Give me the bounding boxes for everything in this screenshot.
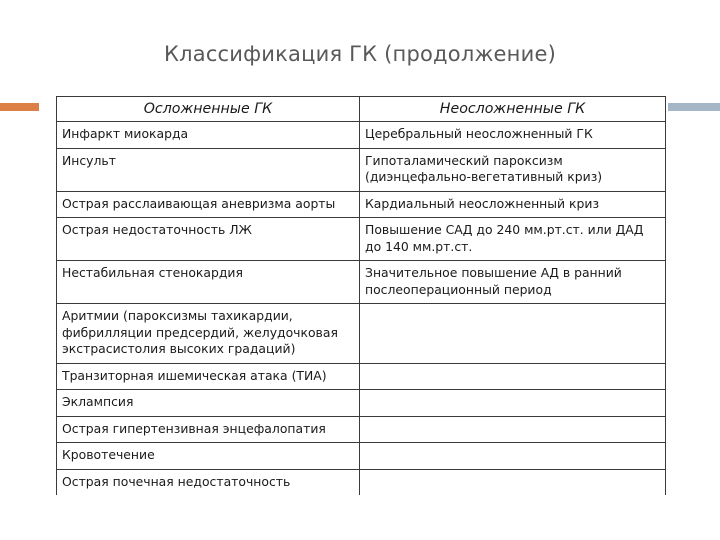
cell-uncomplicated: Кардиальный неосложненный криз bbox=[360, 191, 666, 218]
slide-title: Классификация ГК (продолжение) bbox=[164, 42, 556, 66]
cell-uncomplicated: Повышение САД до 240 мм.рт.ст. или ДАД до 140 мм.рт.ст. bbox=[360, 218, 666, 261]
cell-complicated: Транзиторная ишемическая атака (ТИА) bbox=[57, 363, 360, 390]
cell-complicated: Острая расслаивающая аневризма аорты bbox=[57, 191, 360, 218]
table-row bbox=[57, 191, 666, 218]
table-row bbox=[57, 390, 666, 417]
cell-uncomplicated: Гипоталамический пароксизм (диэнцефально-вегетативный криз) bbox=[360, 148, 666, 191]
table-row bbox=[57, 261, 666, 304]
cell-complicated: Нестабильная стенокардия bbox=[57, 261, 360, 304]
cell-complicated: Острая гипертензивная энцефалопатия bbox=[57, 416, 360, 443]
table-row bbox=[57, 218, 666, 261]
accent-bar-right bbox=[668, 103, 720, 111]
cell-uncomplicated bbox=[360, 363, 666, 390]
header-uncomplicated: Неосложненные ГК bbox=[360, 97, 666, 122]
table-row bbox=[57, 416, 666, 443]
cell-uncomplicated bbox=[360, 443, 666, 470]
cell-uncomplicated bbox=[360, 304, 666, 364]
cell-uncomplicated: Значительное повышение АД в ранний послеоперационный период bbox=[360, 261, 666, 304]
table-header-row bbox=[57, 97, 666, 122]
cell-complicated: Кровотечение bbox=[57, 443, 360, 470]
cell-uncomplicated bbox=[360, 416, 666, 443]
table-row bbox=[57, 363, 666, 390]
cell-complicated: Инфаркт миокарда bbox=[57, 122, 360, 149]
table-row bbox=[57, 304, 666, 364]
classification-table bbox=[56, 96, 666, 495]
table-row bbox=[57, 122, 666, 149]
table-row bbox=[57, 443, 666, 470]
cell-complicated: Инсульт bbox=[57, 148, 360, 191]
cell-complicated: Эклампсия bbox=[57, 390, 360, 417]
table-row bbox=[57, 148, 666, 191]
cell-uncomplicated bbox=[360, 469, 666, 495]
cell-uncomplicated bbox=[360, 390, 666, 417]
accent-bar-left bbox=[0, 103, 39, 111]
table-row bbox=[57, 469, 666, 495]
cell-uncomplicated: Церебральный неосложненный ГК bbox=[360, 122, 666, 149]
header-complicated: Осложненные ГК bbox=[57, 97, 360, 122]
cell-complicated: Острая недостаточность ЛЖ bbox=[57, 218, 360, 261]
cell-complicated: Аритмии (пароксизмы тахикардии, фибрилляции предсердий, желудочковая экстрасистолия высоких градаций) bbox=[57, 304, 360, 364]
cell-complicated: Острая почечная недостаточность bbox=[57, 469, 360, 495]
